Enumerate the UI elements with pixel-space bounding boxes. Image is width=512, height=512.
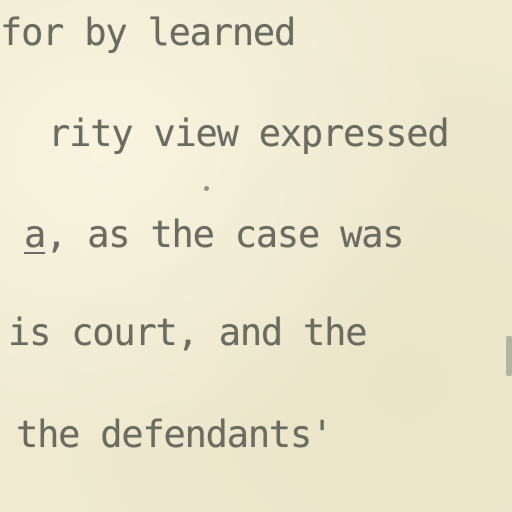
text-line-3-rest: , as the case was xyxy=(45,213,404,256)
text-line-2: rity view expressed xyxy=(48,112,449,155)
margin-mark xyxy=(506,336,512,376)
ink-speck xyxy=(204,186,209,191)
text-line-1: for by learned xyxy=(0,11,296,54)
underlined-fragment: a xyxy=(24,213,46,256)
text-line-3 xyxy=(24,213,404,256)
text-line-4: is court, and the xyxy=(8,311,367,354)
text-line-5: the defendants' xyxy=(16,413,333,456)
